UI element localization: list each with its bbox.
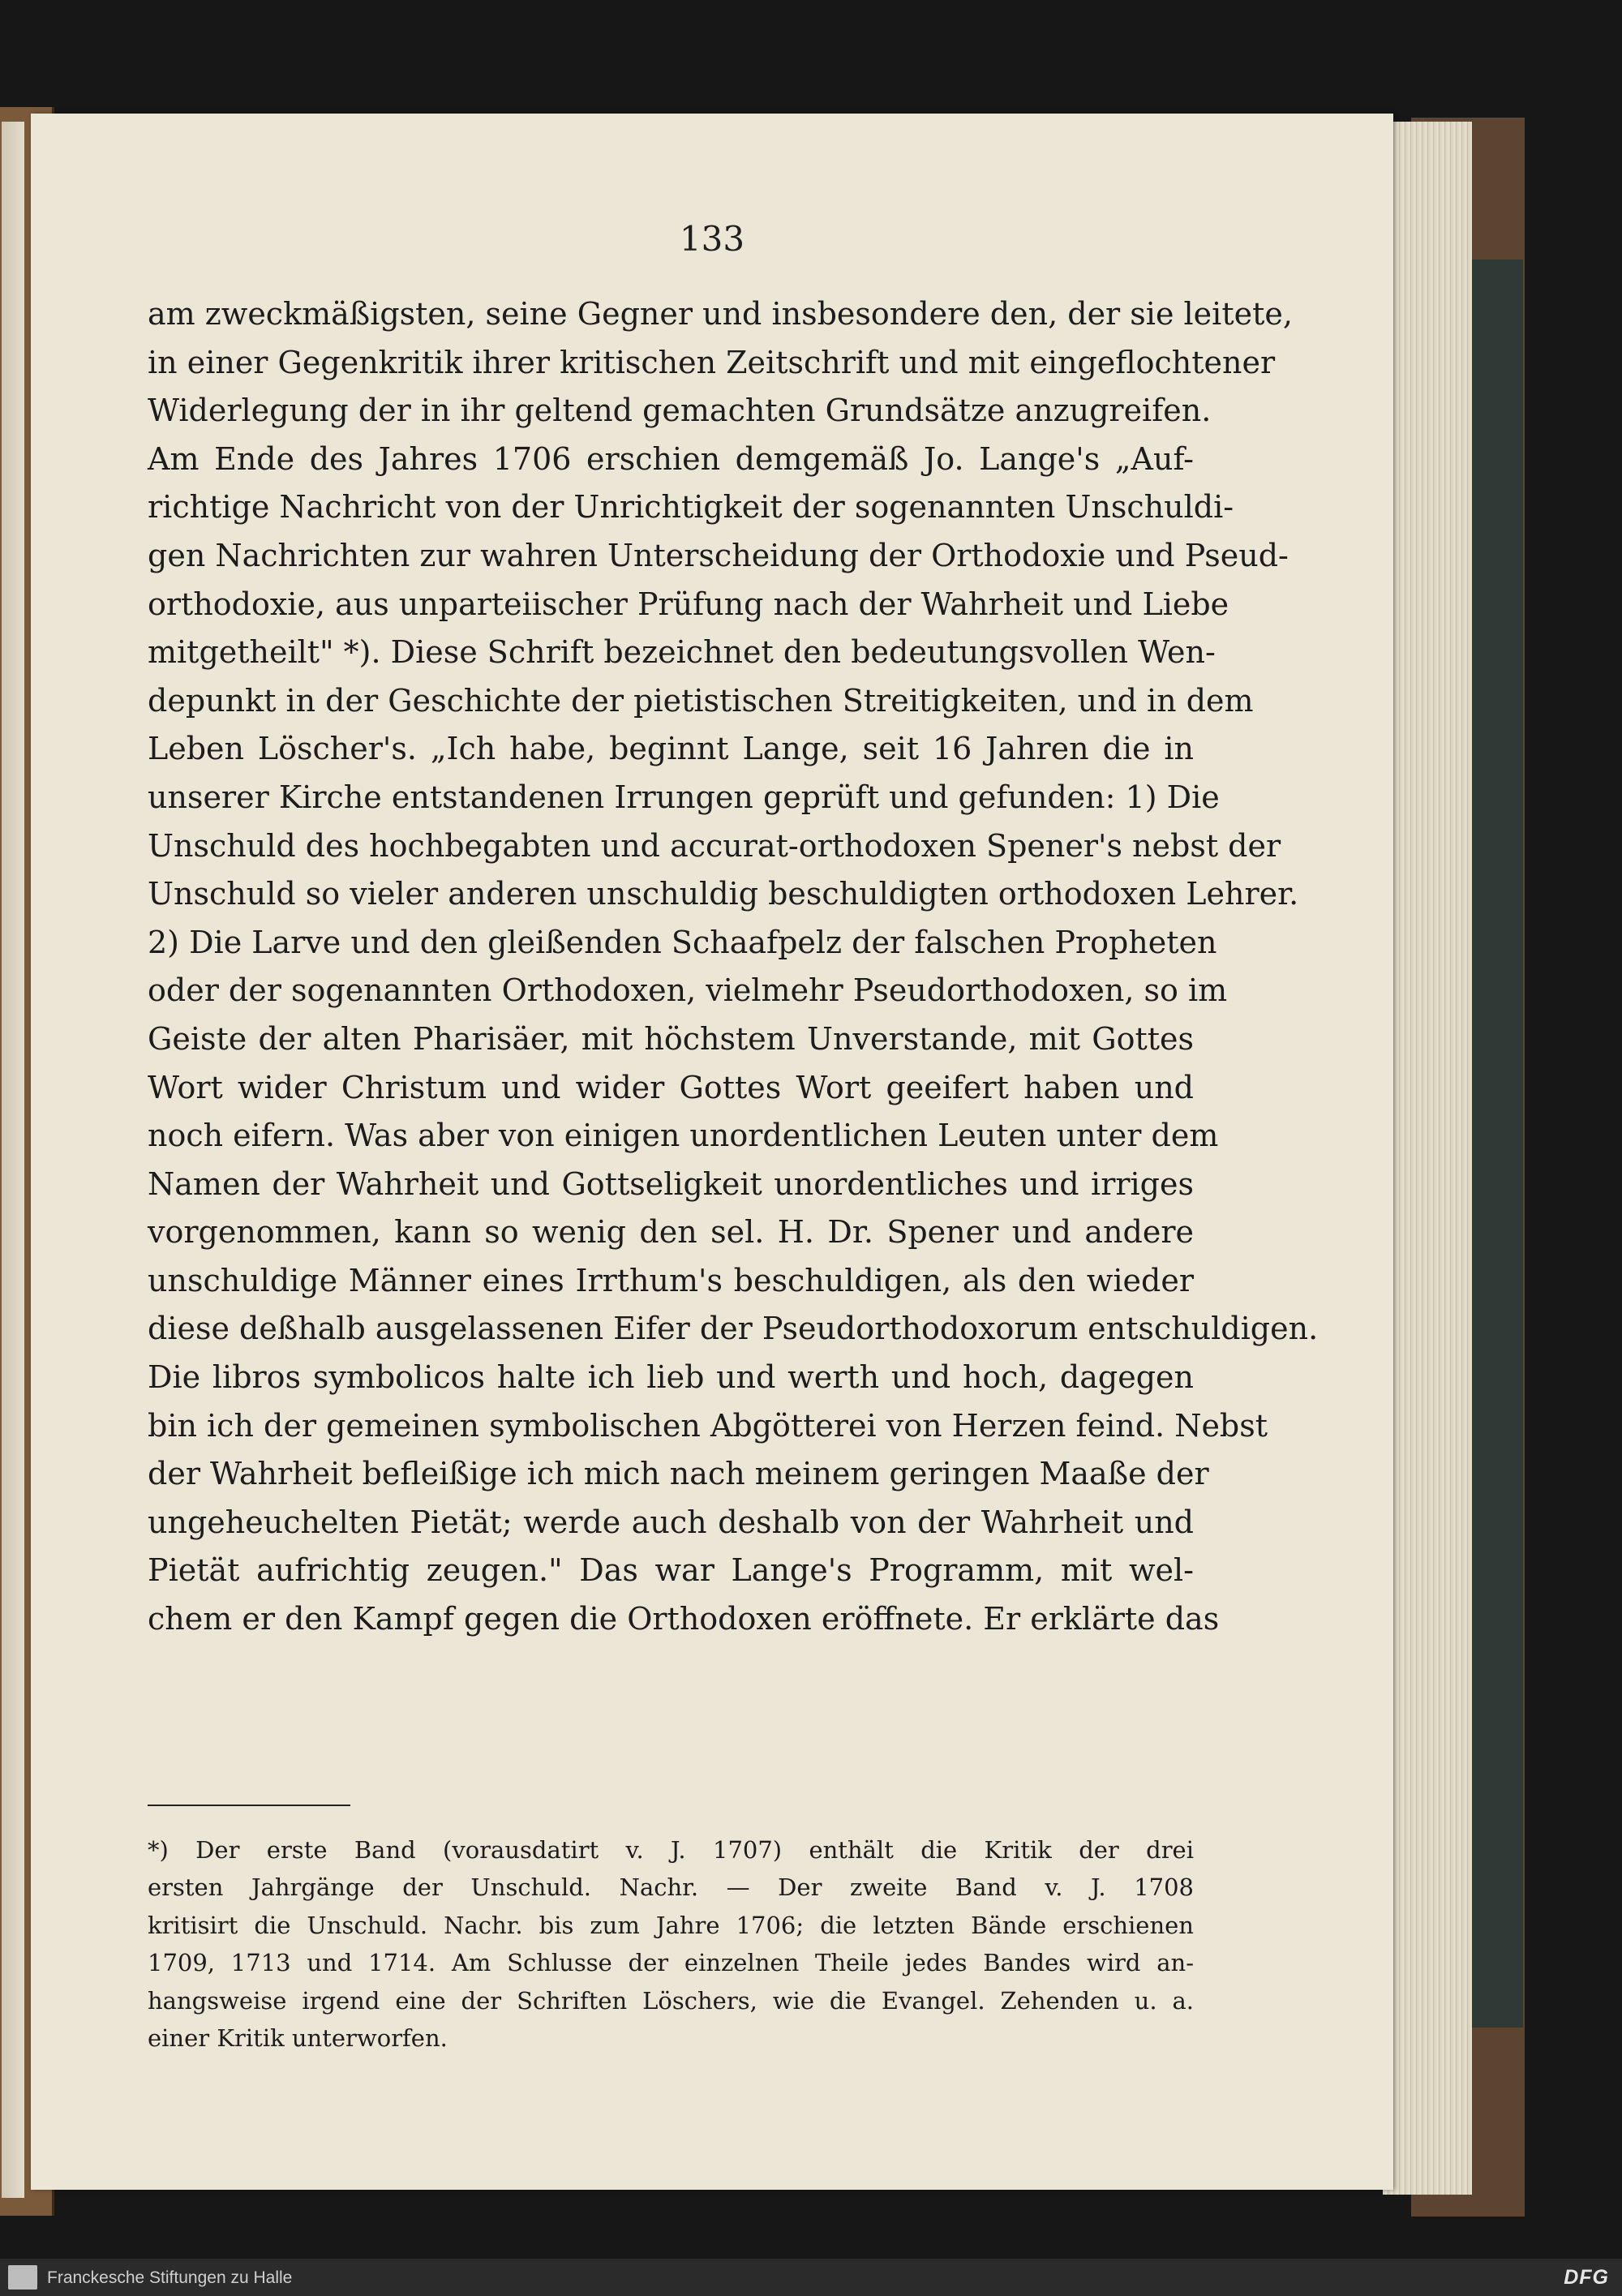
dfg-logo: DFG — [1564, 2266, 1609, 2289]
viewer-footer — [0, 2259, 1622, 2296]
text-line: bin ich der gemeinen symbolischen Abgötterei von Herzen feind. Nebst — [148, 1407, 1268, 1444]
text-line: orthodoxie, aus unparteiischer Prüfung nach der Wahrheit und Liebe — [148, 586, 1229, 622]
text-line: oder der sogenannten Orthodoxen, vielmehr Pseudorthodoxen, so im — [148, 972, 1228, 1009]
text-line: am zweckmäßigsten, seine Gegner und insbesondere den, der sie leitete, — [148, 296, 1293, 332]
text-line: noch eifern. Was aber von einigen unordentlichen Leuten unter dem — [148, 1118, 1219, 1154]
footnote — [148, 1831, 1194, 2057]
text-line: mitgetheilt" *). Diese Schrift bezeichnet den bedeutungsvollen Wen- — [148, 634, 1216, 671]
text-line: Pietät aufrichtig zeugen." Das war Lange's Programm, mit wel- — [148, 1552, 1194, 1589]
footnote-line: hangsweise irgend eine der Schriften Löschers, wie die Evangel. Zehenden u. a. — [148, 1986, 1194, 2015]
text-line: der Wahrheit befleißige ich mich nach meinem geringen Maaße der — [148, 1456, 1209, 1492]
text-line: unserer Kirche entstandenen Irrungen geprüft und gefunden: 1) Die — [148, 779, 1220, 815]
footnote-line: einer Kritik unterworfen. — [148, 2023, 448, 2052]
text-line: Namen der Wahrheit und Gottseligkeit unordentliches und irriges — [148, 1165, 1194, 1202]
footnote-line: ersten Jahrgänge der Unschuld. Nachr. — Der zweite Band v. J. 1708 — [148, 1873, 1194, 1902]
text-line: Am Ende des Jahres 1706 erschien demgemäß Jo. Lange's „Auf- — [148, 440, 1194, 477]
text-line: Wort wider Christum und wider Gottes Wort geeifert haben und — [148, 1069, 1194, 1105]
text-line: Leben Löscher's. „Ich habe, beginnt Lange, seit 16 Jahren die in — [148, 731, 1194, 767]
page-stack-edges — [1383, 122, 1472, 2195]
text-line: Die libros symbolicos halte ich lieb und werth und hoch, dagegen — [148, 1359, 1194, 1396]
text-line: Widerlegung der in ihr geltend gemachten Grundsätze anzugreifen. — [148, 393, 1212, 429]
text-line: Geiste der alten Pharisäer, mit höchstem Unverstande, mit Gottes — [148, 1020, 1194, 1057]
footnote-line: kritisirt die Unschuld. Nachr. bis zum Jahre 1706; die letzten Bände erschienen — [148, 1911, 1194, 1939]
text-line: gen Nachrichten zur wahren Unterscheidung der Orthodoxie und Pseud- — [148, 537, 1289, 573]
institution-name: Franckesche Stiftungen zu Halle — [47, 2268, 293, 2287]
text-line: depunkt in der Geschichte der pietistischen Streitigkeiten, und in dem — [148, 682, 1254, 719]
footnote-rule — [148, 1805, 350, 1806]
text-line: in einer Gegenkritik ihrer kritischen Zeitschrift und mit eingeflochtener — [148, 344, 1276, 380]
text-line: unschuldige Männer eines Irrthum's beschuldigen, als den wieder — [148, 1262, 1194, 1298]
text-line: Unschuld so vieler anderen unschuldig beschuldigten orthodoxen Lehrer. — [148, 876, 1299, 912]
body-text — [148, 290, 1319, 1644]
institution-logo-icon — [8, 2265, 37, 2290]
text-line: chem er den Kampf gegen die Orthodoxen eröffnete. Er erklärte das — [148, 1601, 1220, 1637]
page-number: 133 — [679, 219, 745, 259]
footnote-line: 1709, 1713 und 1714. Am Schlusse der einzelnen Theile jedes Bandes wird an- — [148, 1949, 1194, 1977]
text-line: ungeheuchelten Pietät; werde auch deshalb von der Wahrheit und — [148, 1504, 1194, 1540]
text-line: richtige Nachricht von der Unrichtigkeit der sogenannten Unschuldi- — [148, 489, 1234, 526]
text-line: vorgenommen, kann so wenig den sel. H. Dr. Spener und andere — [148, 1214, 1194, 1251]
text-line: Unschuld des hochbegabten und accurat-orthodoxen Spener's nebst der — [148, 827, 1281, 864]
book-page — [31, 114, 1393, 2190]
text-line: 2) Die Larve und den gleißenden Schaafpelz der falschen Propheten — [148, 924, 1217, 960]
footnote-line: *) Der erste Band (vorausdatirt v. J. 1707) enthält die Kritik der drei — [148, 1836, 1194, 1864]
text-line: diese deßhalb ausgelassenen Eifer der Pseudorthodoxorum entschuldigen. — [148, 1311, 1319, 1347]
left-page-edge — [2, 122, 24, 2198]
